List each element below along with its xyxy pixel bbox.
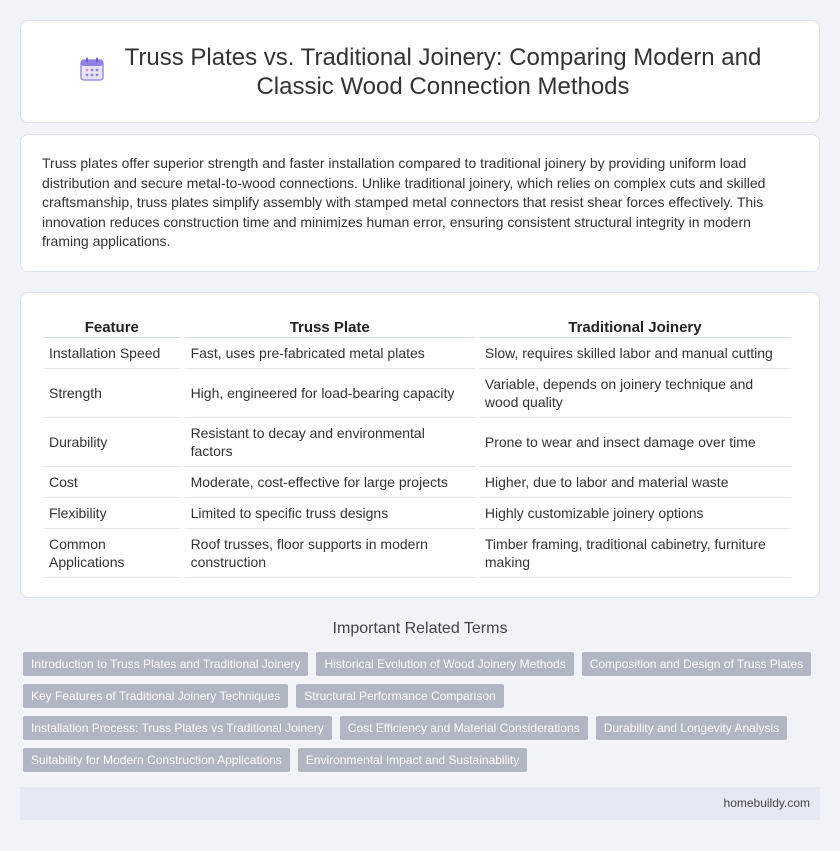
- related-terms-title: Important Related Terms: [332, 620, 508, 637]
- table-cell: Higher, due to labor and material waste: [479, 467, 791, 498]
- table-header-row: [43, 314, 791, 338]
- footer-site-link[interactable]: homebuildy.com: [723, 796, 810, 810]
- related-term-tag[interactable]: Key Features of Traditional Joinery Techniques: [23, 684, 288, 708]
- table-row: [43, 529, 791, 578]
- header-feature: Feature: [43, 314, 181, 338]
- table-row: [43, 418, 791, 467]
- table-cell: Prone to wear and insect damage over time: [479, 418, 791, 467]
- table-row: [43, 498, 791, 529]
- related-terms-list: [23, 652, 823, 780]
- comparison-table: [39, 314, 795, 578]
- table-cell: Cost: [43, 467, 181, 498]
- header-traditional-joinery: Traditional Joinery: [479, 314, 791, 338]
- related-term-tag[interactable]: Installation Process: Truss Plates vs Traditional Joinery: [23, 716, 332, 740]
- related-term-tag[interactable]: Historical Evolution of Wood Joinery Methods: [316, 652, 573, 676]
- page-title: [125, 43, 762, 101]
- table-cell: Variable, depends on joinery technique and wood quality: [479, 369, 791, 418]
- table-row: [43, 338, 791, 369]
- table-cell: Flexibility: [43, 498, 181, 529]
- table-cell: Installation Speed: [43, 338, 181, 369]
- related-term-tag[interactable]: Durability and Longevity Analysis: [596, 716, 787, 740]
- table-row: [43, 369, 791, 418]
- table-cell: Resistant to decay and environmental factors: [185, 418, 475, 467]
- related-term-tag[interactable]: Introduction to Truss Plates and Traditional Joinery: [23, 652, 308, 676]
- footer: [20, 787, 820, 820]
- table-cell: Limited to specific truss designs: [185, 498, 475, 529]
- page-title-line2: Classic Wood Connection Methods: [256, 72, 630, 100]
- table-cell: Strength: [43, 369, 181, 418]
- header-truss-plate: Truss Plate: [185, 314, 475, 338]
- table-cell: Slow, requires skilled labor and manual cutting: [479, 338, 791, 369]
- tag-row: [23, 652, 823, 676]
- page-title-line1: Truss Plates vs. Traditional Joinery: Comparing Modern and: [124, 43, 762, 71]
- comparison-table-card: [20, 292, 820, 598]
- intro-paragraph: Truss plates offer superior strength and faster installation compared to traditional joinery by providing uniform load distribution and secure metal-to-wood connections. Unlike traditional joinery, which relies on complex cuts and skilled craftsmanship, truss plates simplify assembly with stamped metal connectors that resist shear forces effectively. This innovation reduces construction time and minimizes human error, ensuring consistent structural integrity in modern framing applications.: [42, 155, 766, 249]
- title-card: [20, 20, 820, 123]
- related-term-tag[interactable]: Cost Efficiency and Material Considerations: [340, 716, 588, 740]
- table-cell: Timber framing, traditional cabinetry, furniture making: [479, 529, 791, 578]
- related-term-tag[interactable]: Structural Performance Comparison: [296, 684, 503, 708]
- tag-row: [23, 716, 823, 740]
- table-row: [43, 467, 791, 498]
- tag-row: [23, 748, 823, 772]
- table-cell: Fast, uses pre-fabricated metal plates: [185, 338, 475, 369]
- table-cell: Roof trusses, floor supports in modern construction: [185, 529, 475, 578]
- table-cell: Moderate, cost-effective for large projects: [185, 467, 475, 498]
- table-cell: Highly customizable joinery options: [479, 498, 791, 529]
- intro-card: [20, 134, 820, 272]
- table-cell: Durability: [43, 418, 181, 467]
- table-cell: Common Applications: [43, 529, 181, 578]
- calendar-icon: [79, 56, 105, 82]
- table-cell: High, engineered for load-bearing capacity: [185, 369, 475, 418]
- related-term-tag[interactable]: Environmental Impact and Sustainability: [298, 748, 527, 772]
- related-term-tag[interactable]: Suitability for Modern Construction Applications: [23, 748, 290, 772]
- tag-row: [23, 684, 823, 708]
- related-term-tag[interactable]: Composition and Design of Truss Plates: [582, 652, 811, 676]
